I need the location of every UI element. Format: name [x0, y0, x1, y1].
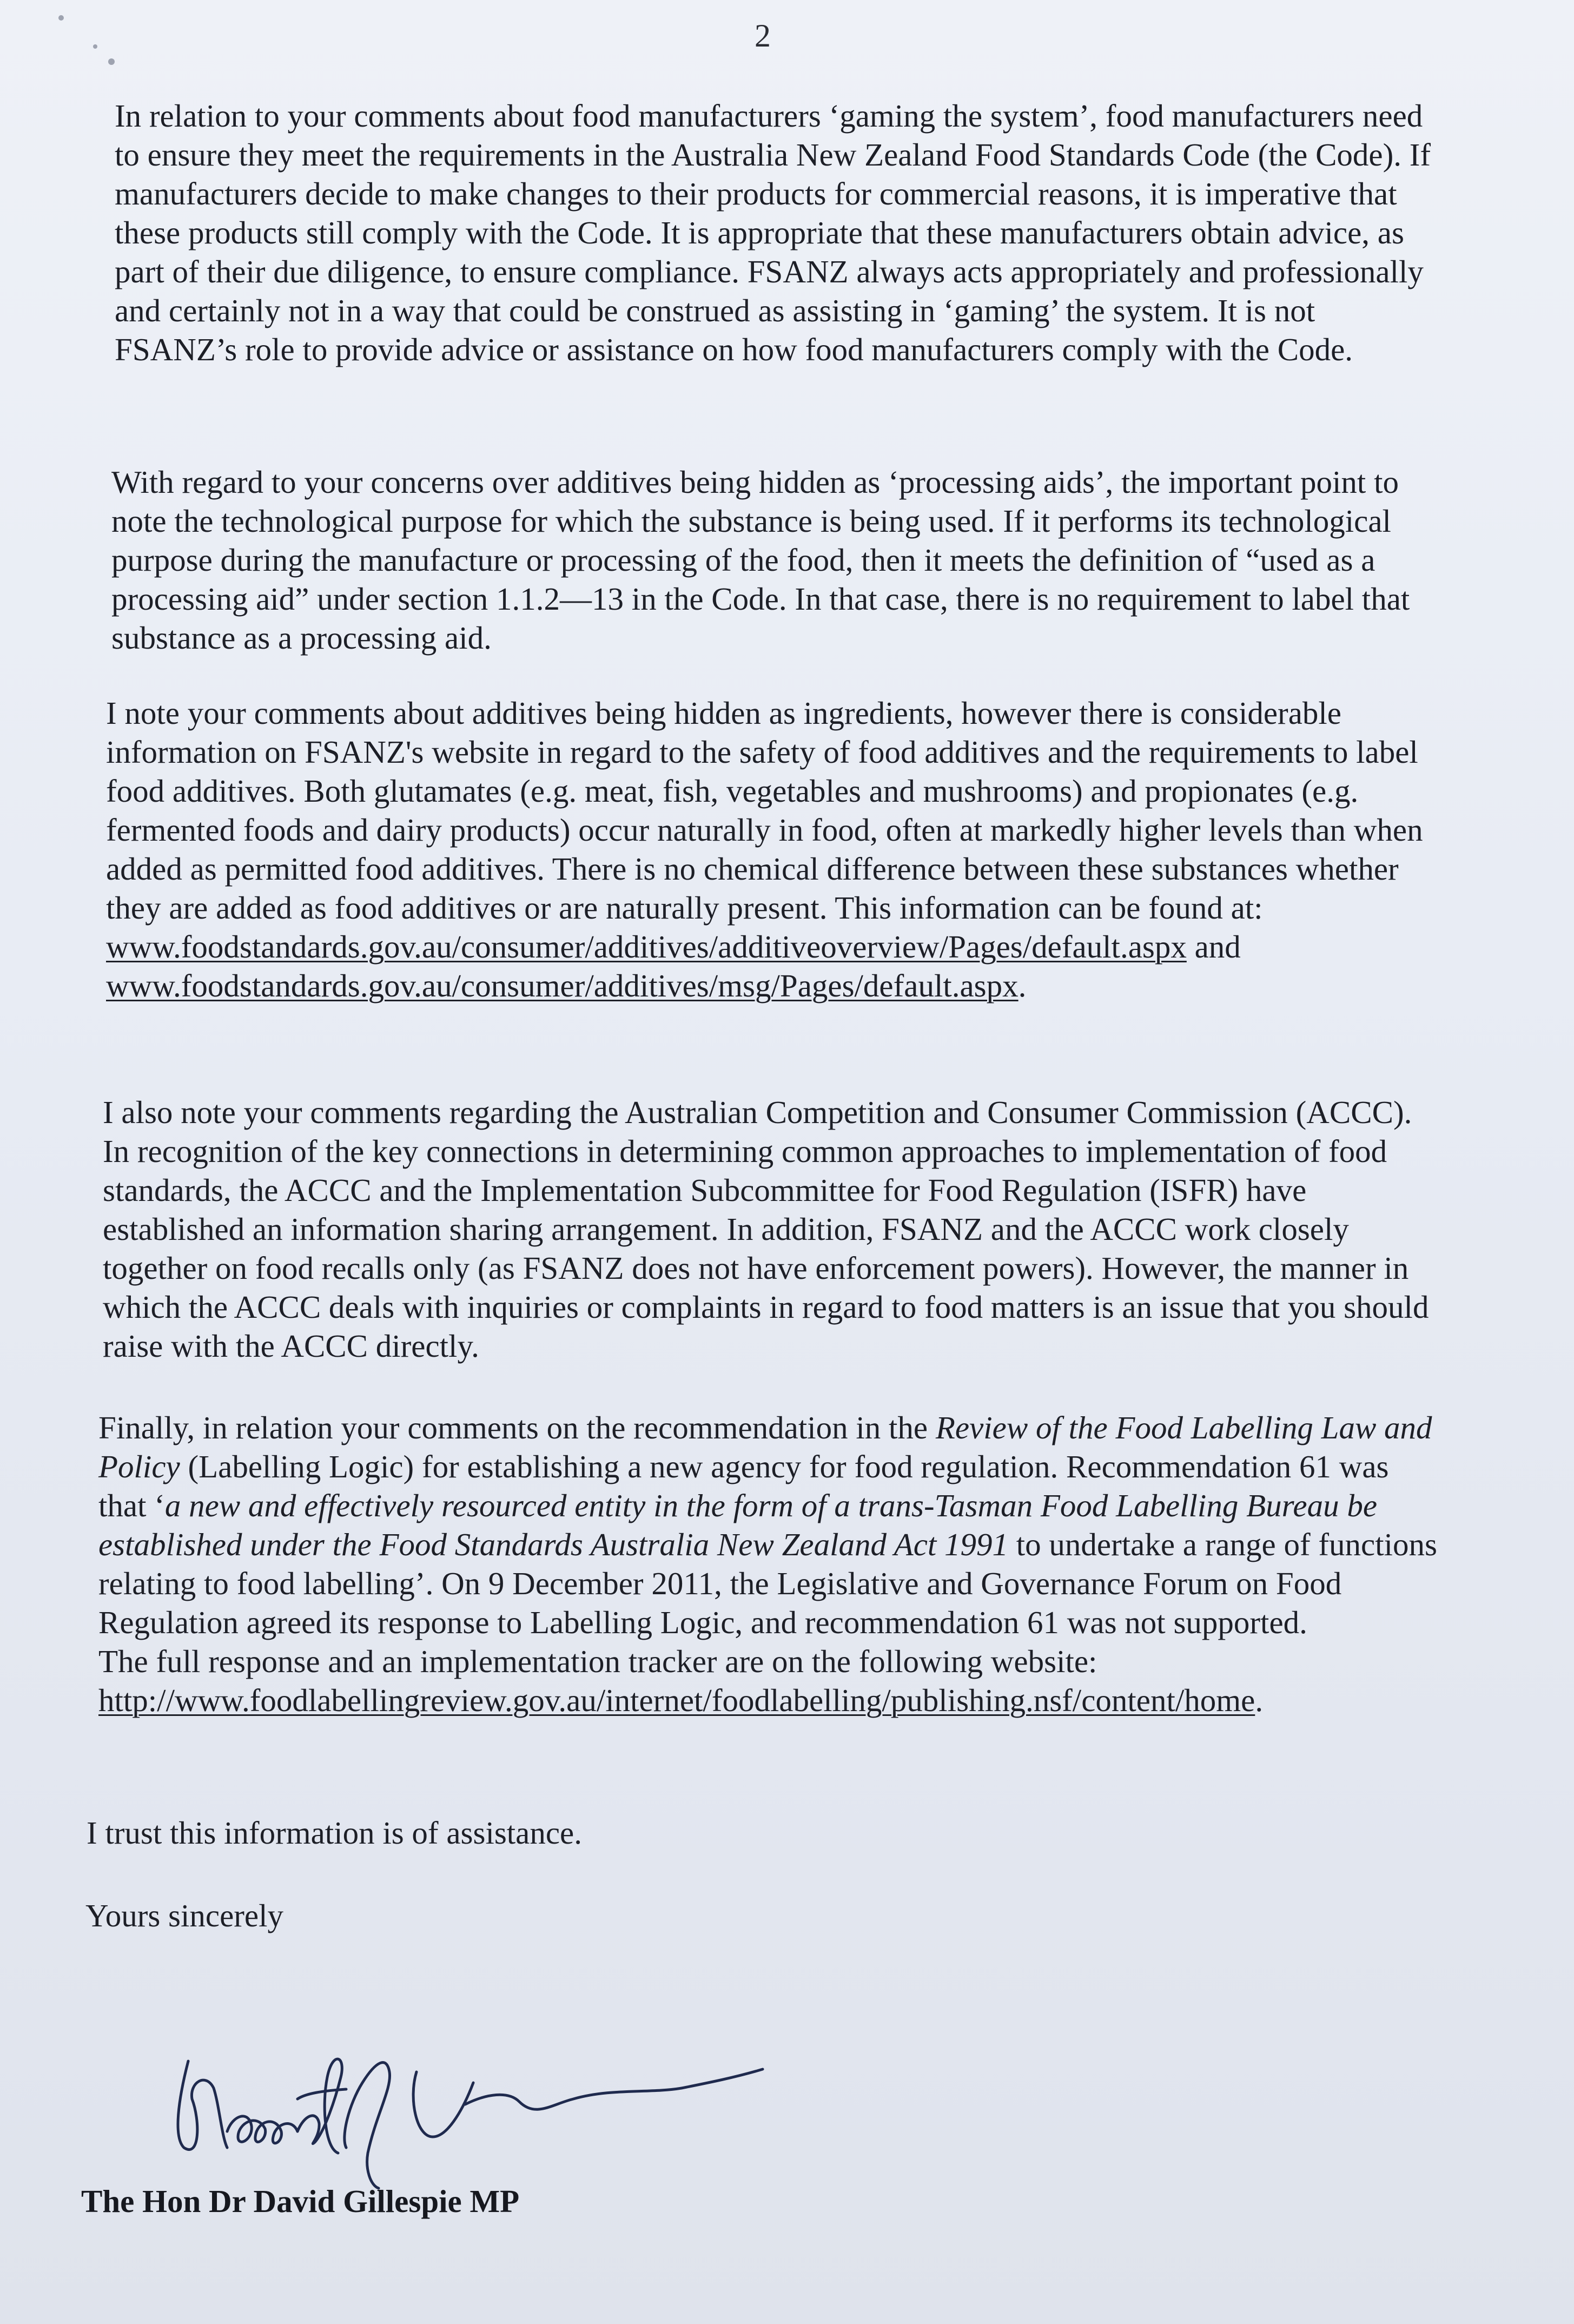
paragraph-processing-aids	[111, 463, 1437, 657]
additives-overview-link[interactable]: www.foodstandards.gov.au/consumer/additives/additiveoverview/Pages/default.aspx	[106, 929, 1187, 965]
paragraph-text: In relation to your comments about food manufacturers ‘gaming the system’, food manufacturers need to ensure they meet the requirements in the Australia New Zealand Food Standards Code (the Code). If manufacturers decide to make changes to their products for commercial reasons, it is imperative that these products still comply with the Code. It is appropriate that these manufacturers obtain advice, as part of their due diligence, to ensure compliance. FSANZ always acts appropriately and professionally and certainly not in a way that could be construed as assisting in ‘gaming’ the system. It is not FSANZ’s role to provide advice or assistance on how food manufacturers comply with the Code.	[115, 98, 1431, 367]
paragraph-mid: (Labelling Logic) for establishing a new agency for food regulation. Recommendation 61 was that ‘	[98, 1449, 1389, 1523]
paragraph-additives-ingredients	[106, 694, 1437, 1005]
punch-hole-mark	[58, 15, 64, 21]
valediction	[85, 1896, 1421, 1935]
paragraph-intro: Finally, in relation your comments on the recommendation in the	[98, 1410, 936, 1445]
valediction-text: Yours sincerely	[85, 1898, 284, 1933]
food-labelling-review-link[interactable]: http://www.foodlabellingreview.gov.au/internet/foodlabelling/publishing.nsf/content/home	[98, 1682, 1255, 1718]
sentence-end: .	[1018, 968, 1027, 1003]
review-title: Review of the Food Labelling Law and Policy	[98, 1410, 1432, 1484]
paragraph-text: With regard to your concerns over additives being hidden as ‘processing aids’, the important point to note the technological purpose for which the substance is being used. If it performs its technological purpose during the manufacture or processing of the food, then it meets the definition of “used as a processing aid” under section 1.1.2—13 in the Code. In that case, there is no requirement to label that substance as a processing aid.	[111, 464, 1410, 656]
paragraph-after-quote: to undertake a range of functions relating to food labelling’. On 9 December 2011, the Legislative and Governance Forum on Food Regulation agreed its response to Labelling Logic, and recommendation 61 was not supported.	[98, 1527, 1437, 1640]
closing-trust-line	[87, 1813, 1423, 1852]
recommendation-quote: a new and effectively resourced entity in the form of a trans-Tasman Food Labelling Bureau be established under the Food Standards Australia New Zealand Act 1991	[98, 1488, 1378, 1562]
sentence-end: .	[1255, 1682, 1264, 1718]
link-joiner: and	[1186, 929, 1241, 965]
paragraph-text: I also note your comments regarding the Australian Competition and Consumer Commission (ACCC). In recognition of the key connections in determining common approaches to implementation of food standards, the ACCC and the Implementation Subcommittee for Food Regulation (ISFR) have established an information sharing arrangement. In addition, FSANZ and the ACCC work closely together on food recalls only (as FSANZ does not have enforcement powers). However, the manner in which the ACCC deals with inquiries or complaints in regard to food matters is an issue that you should raise with the ACCC directly.	[103, 1094, 1429, 1364]
msg-link[interactable]: www.foodstandards.gov.au/consumer/additives/msg/Pages/default.aspx	[106, 968, 1019, 1003]
signer-name: The Hon Dr David Gillespie MP	[81, 2183, 520, 2219]
punch-hole-mark	[108, 58, 115, 65]
closing-text: I trust this information is of assistance.	[87, 1815, 582, 1851]
website-intro: The full response and an implementation tracker are on the following website:	[98, 1643, 1097, 1679]
page-number: 2	[755, 18, 771, 54]
punch-hole-mark	[93, 44, 97, 49]
paragraph-gaming-the-system	[115, 96, 1434, 369]
paragraph-text: I note your comments about additives being hidden as ingredients, however there is considerable information on FSANZ's website in regard to the safety of food additives and the requirements to label food additives. Both glutamates (e.g. meat, fish, vegetables and mushrooms) and propionates (e.g. fermented foods and dairy products) occur naturally in food, often at markedly higher levels than when added as permitted food additives. There is no chemical difference between these substances whether they are added as food additives or are naturally present. This information can be found at:	[106, 695, 1423, 926]
paragraph-labelling-logic	[98, 1408, 1440, 1720]
paragraph-accc	[103, 1093, 1439, 1365]
handwritten-signature	[162, 1975, 865, 2191]
